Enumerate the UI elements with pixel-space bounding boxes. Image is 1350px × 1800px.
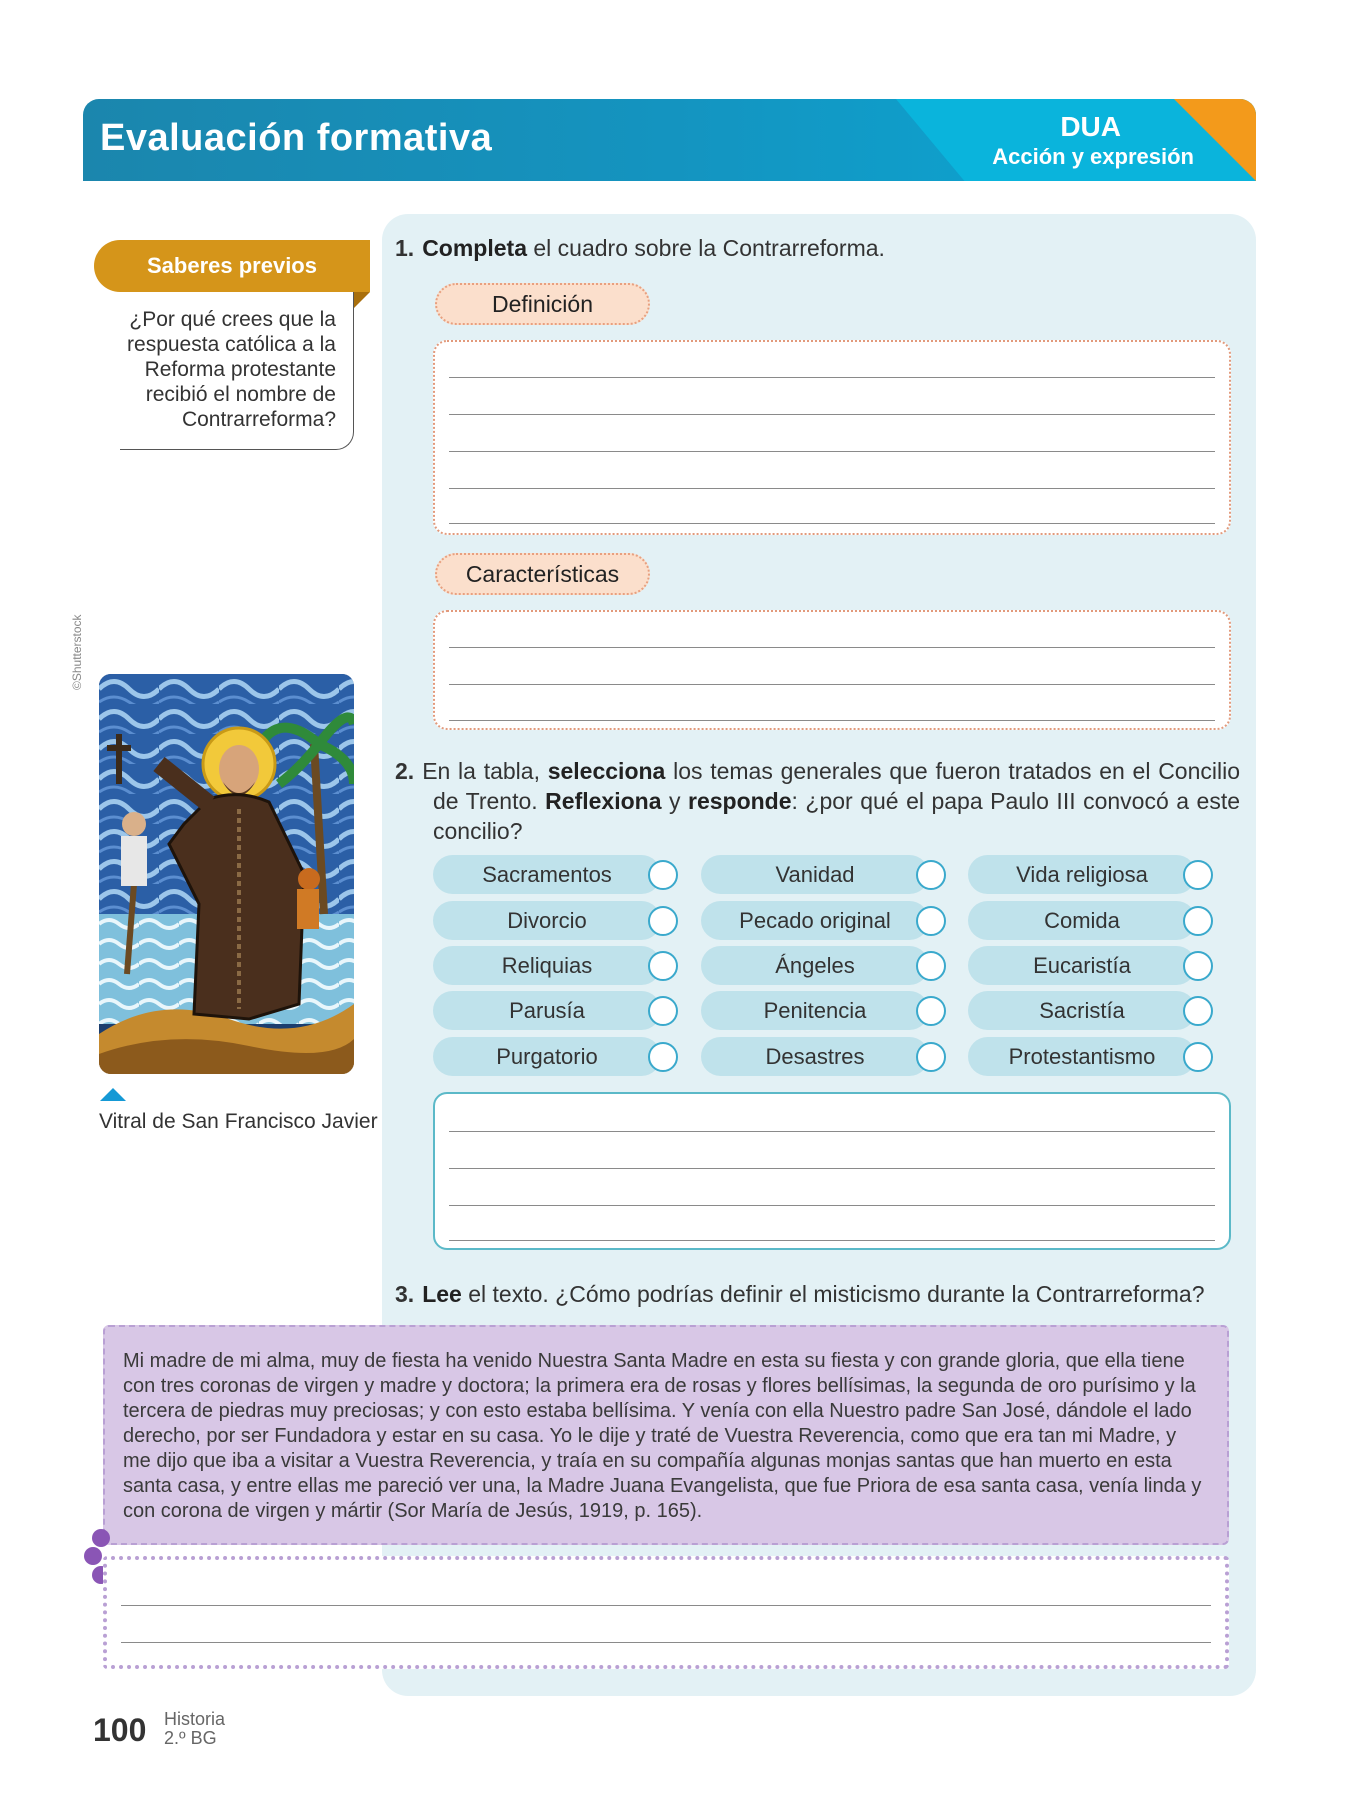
topic-radio[interactable]: [648, 860, 678, 890]
caption-triangle-icon: [100, 1088, 126, 1101]
caracteristicas-label: Características: [435, 553, 650, 595]
topic-radio[interactable]: [916, 996, 946, 1026]
topics-grid: [433, 855, 1230, 1080]
reading-quote: Mi madre de mi alma, muy de fiesta ha venido Nuestra Santa Madre en esta su fiesta y con grande gloria, que ella tiene con tres coronas de virgen y madre y doctora; la primera era de rosas y flores bellísimas, la segunda de oro purísimo y la tercera de piedras muy preciosas; y con esto estaba bellísima. Y venía con ella Nuestro padre San José, dándole el lado derecho, por ser Fundadora y estar en su casa. Yo le dije y traté de Vuestra Reverencia, como que era tan mi Madre, y me dijo que iba a visitar a Vuestra Reverencia, y traía en su compañía algunas monjas santas que han muerto en esta santa casa, y entre ellas me pareció ver una, la Madre Juana Evangelista, que fue Priora de esa santa casa, venía linda y con corona de virgen y mártir (Sor María de Jesús, 1919, p. 165).: [103, 1325, 1229, 1545]
topic-label: Protestantismo: [1008, 1043, 1156, 1069]
question-2-text: En la tabla,: [422, 758, 548, 784]
topic-radio[interactable]: [648, 1042, 678, 1072]
decorative-dot: [92, 1529, 110, 1547]
question-1-verb: Completa: [422, 235, 527, 261]
dua-subtitle: Acción y expresión: [992, 144, 1194, 169]
saberes-previos-tab: Saberes previos: [94, 240, 370, 292]
topic-option[interactable]: [433, 991, 678, 1030]
topic-option[interactable]: [968, 855, 1213, 894]
topic-radio[interactable]: [916, 906, 946, 936]
question-2-number: 2.: [395, 758, 415, 784]
answer-line: [449, 1168, 1215, 1169]
question-2-text: : ¿por qué el papa Paulo III convocó a este concilio?: [433, 788, 1241, 844]
saberes-question: ¿Por qué crees que la respuesta católica a la Reforma protestante recibió el nombre de Contrarreforma?: [127, 308, 336, 431]
topic-radio[interactable]: [1183, 996, 1213, 1026]
topic-option[interactable]: [968, 946, 1213, 985]
topic-option[interactable]: [433, 946, 678, 985]
topic-label: Vida religiosa: [1016, 861, 1148, 887]
dua-label: DUA: [1060, 111, 1121, 142]
topic-option[interactable]: [433, 901, 678, 940]
topic-radio[interactable]: [648, 996, 678, 1026]
topic-label: Pecado original: [739, 907, 891, 933]
topic-radio[interactable]: [916, 951, 946, 981]
header-banner: [83, 99, 1256, 181]
footer-subject: [164, 1710, 225, 1748]
topic-option[interactable]: [701, 901, 946, 940]
topic-radio[interactable]: [1183, 906, 1213, 936]
topic-label: Vanidad: [775, 861, 855, 887]
question-3-answer-box[interactable]: [103, 1556, 1229, 1669]
question-2-text: los temas generales que fueron tratados en el Concilio de Trento.: [433, 758, 1241, 814]
topic-option[interactable]: [701, 991, 946, 1030]
question-1: [395, 233, 885, 263]
topic-label: Comida: [1044, 907, 1120, 933]
question-2-verb: selecciona: [547, 758, 666, 784]
answer-line: [449, 488, 1215, 489]
topic-label: Parusía: [509, 997, 585, 1023]
page-number: 100: [93, 1712, 147, 1748]
question-2-text: y: [661, 788, 688, 814]
question-3: [395, 1279, 1205, 1309]
stained-glass-image: [99, 674, 354, 1074]
topic-option[interactable]: [701, 855, 946, 894]
question-1-number: 1.: [395, 235, 415, 261]
topic-radio[interactable]: [1183, 1042, 1213, 1072]
answer-line: [449, 1205, 1215, 1206]
question-1-text: el cuadro sobre la Contrarreforma.: [526, 235, 885, 261]
question-3-verb: Lee: [422, 1281, 462, 1307]
topic-label: Eucaristía: [1033, 952, 1131, 978]
grade-name: 2.º BG: [164, 1728, 217, 1748]
question-2: [395, 756, 1240, 846]
answer-line: [449, 1240, 1215, 1241]
topic-label: Divorcio: [507, 907, 587, 933]
topic-radio[interactable]: [648, 951, 678, 981]
answer-line: [449, 647, 1215, 648]
topic-label: Purgatorio: [496, 1043, 598, 1069]
definicion-label: Definición: [435, 283, 650, 325]
topic-option[interactable]: [701, 946, 946, 985]
topic-label: Sacramentos: [482, 861, 612, 887]
question-2-verb: responde: [688, 788, 792, 814]
answer-line: [449, 414, 1215, 415]
topic-label: Penitencia: [763, 997, 867, 1023]
caracteristicas-answer-box[interactable]: [433, 610, 1231, 730]
saberes-tab-fold: [354, 292, 370, 308]
topic-label: Desastres: [765, 1043, 865, 1069]
answer-line: [121, 1605, 1211, 1606]
topic-option[interactable]: [968, 991, 1213, 1030]
stained-glass-illustration: [99, 674, 354, 1074]
answer-line: [449, 684, 1215, 685]
topic-label: Reliquias: [501, 952, 593, 978]
definicion-answer-box[interactable]: [433, 340, 1231, 535]
answer-line: [449, 720, 1215, 721]
page-title: Evaluación formativa: [100, 117, 493, 159]
topic-option[interactable]: [433, 855, 678, 894]
topic-option[interactable]: [968, 1037, 1213, 1076]
topic-option[interactable]: [701, 1037, 946, 1076]
question-2-answer-box[interactable]: [433, 1092, 1231, 1250]
decorative-dot: [84, 1547, 102, 1565]
image-caption: Vitral de San Francisco Javier: [99, 1110, 378, 1133]
answer-line: [449, 523, 1215, 524]
answer-line: [449, 1131, 1215, 1132]
question-3-text: el texto. ¿Cómo podrías definir el misticismo durante la Contrarreforma?: [461, 1281, 1205, 1307]
subject-name: Historia: [164, 1709, 226, 1729]
answer-line: [449, 377, 1215, 378]
topic-radio[interactable]: [916, 1042, 946, 1072]
topic-label: Sacristía: [1039, 997, 1125, 1023]
topic-radio[interactable]: [916, 860, 946, 890]
answer-line: [449, 451, 1215, 452]
topic-radio[interactable]: [648, 906, 678, 936]
question-3-number: 3.: [395, 1281, 415, 1307]
topic-option[interactable]: [433, 1037, 678, 1076]
topic-radio[interactable]: [1183, 951, 1213, 981]
answer-line: [121, 1642, 1211, 1643]
image-credit: ©Shutterstock: [70, 614, 84, 690]
topic-radio[interactable]: [1183, 860, 1213, 890]
topic-option[interactable]: [968, 901, 1213, 940]
topic-label: Ángeles: [775, 952, 855, 978]
question-2-verb: Reflexiona: [545, 788, 662, 814]
